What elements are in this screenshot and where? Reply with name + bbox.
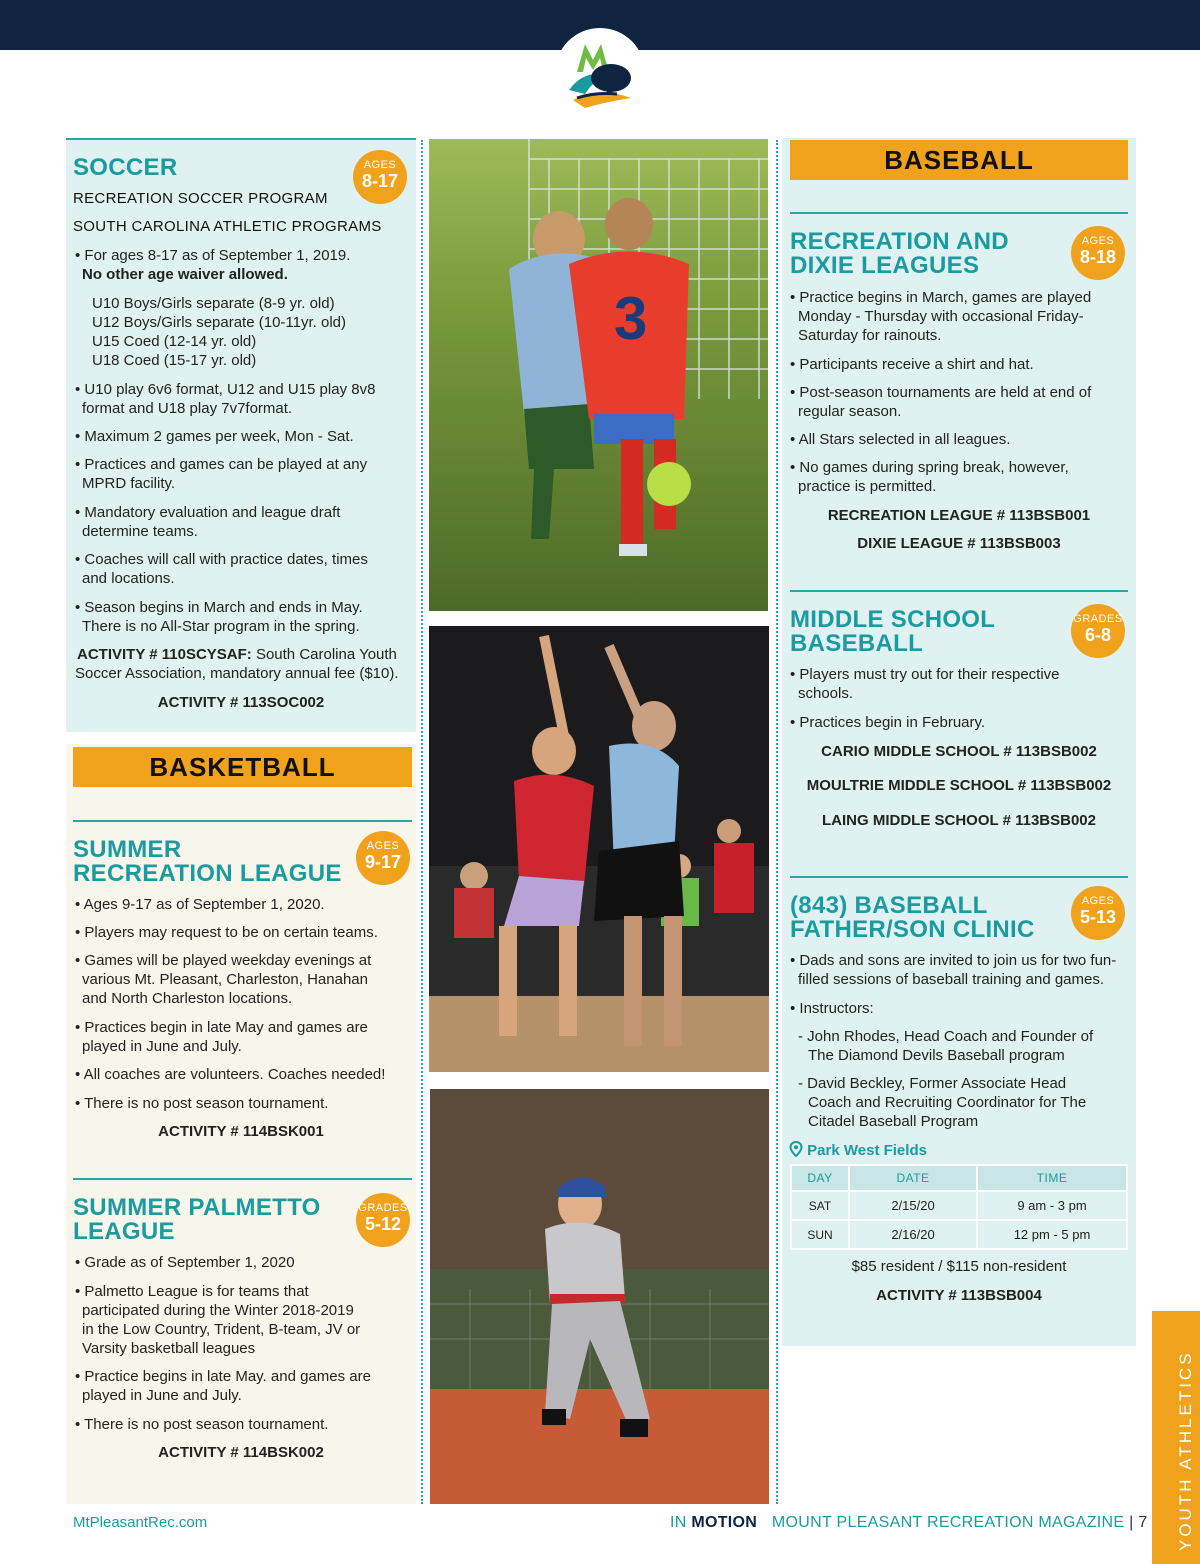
- soccer-subtitle-1: RECREATION SOCCER PROGRAM: [73, 190, 328, 207]
- table-cell: 9 am - 3 pm: [977, 1191, 1127, 1220]
- fee-text: $85 resident / $115 non-resident: [851, 1258, 1067, 1275]
- baseball-bullet: • No games during spring break, however,: [790, 459, 1069, 476]
- baseball-bullet: • All Stars selected in all leagues.: [790, 431, 1011, 448]
- basketball-bullet-cont: various Mt. Pleasant, Charleston, Hanahan: [82, 971, 368, 988]
- clinic-activity: ACTIVITY # 113BSB004: [876, 1287, 1042, 1304]
- column-separator: [776, 140, 778, 1504]
- clinic-title-2: FATHER/SON CLINIC: [790, 916, 1035, 943]
- baseball-bullet-cont: practice is permitted.: [798, 478, 937, 495]
- rec-dixie-title-2: DIXIE LEAGUES: [790, 252, 980, 279]
- soccer-bullet: • Practices and games can be played at any: [75, 456, 368, 473]
- footer-motion: MOTION: [691, 1514, 758, 1531]
- basketball-bullet: • Players may request to be on certain teams.: [75, 924, 378, 941]
- soccer-division: U12 Boys/Girls separate (10-11yr. old): [92, 314, 346, 331]
- footer-magazine-title: MOUNT PLEASANT RECREATION MAGAZINE: [771, 1514, 1125, 1531]
- column-header: DATE: [849, 1165, 977, 1191]
- clinic-title-1: (843) BASEBALL: [790, 892, 988, 919]
- soccer-bullet: • Coaches will call with practice dates, times: [75, 551, 368, 568]
- basketball-bullet: • Games will be played weekday evenings at: [75, 952, 372, 969]
- svg-text:3: 3: [614, 285, 648, 352]
- basketball-bullet: • Practice begins in late May. and games are: [75, 1368, 371, 1385]
- baseball-bullet: • Post-season tournaments are held at end of: [790, 384, 1092, 401]
- location-label: Park West Fields: [807, 1142, 927, 1159]
- palmetto-title-1: SUMMER PALMETTO: [73, 1194, 321, 1221]
- baseball-bullet-cont: filled sessions of baseball training and games.: [798, 971, 1105, 988]
- middle-school-title-2: BASEBALL: [790, 630, 924, 657]
- footer-in: IN: [670, 1514, 692, 1531]
- palmetto-title-2: LEAGUE: [73, 1218, 175, 1245]
- basketball-bullet: • Grade as of September 1, 2020: [75, 1254, 295, 1271]
- mprd-logo: [555, 28, 645, 118]
- soccer-bullet: • For ages 8-17 as of September 1, 2019.: [75, 247, 351, 264]
- footer-magazine: [670, 1514, 1148, 1532]
- baseball-bullet: • Players must try out for their respective: [790, 666, 1060, 683]
- soccer-photo: [429, 139, 768, 611]
- badge-value: 8-17: [361, 171, 399, 191]
- basketball-bullet-cont: played in June and July.: [82, 1038, 242, 1055]
- palmetto-grade-badge: [356, 1193, 410, 1247]
- soccer-bullet-cont: determine teams.: [82, 523, 198, 540]
- website-link[interactable]: MtPleasantRec.com: [73, 1514, 208, 1531]
- basketball-bullet-cont: Varsity basketball leagues: [82, 1340, 256, 1357]
- baseball-bullet: • Practice begins in March, games are played: [790, 289, 1092, 306]
- baseball-bullet-cont: regular season.: [798, 403, 902, 420]
- basketball-activity-1: ACTIVITY # 114BSK001: [158, 1123, 324, 1140]
- basketball-bullet: • Practices begin in late May and games are: [75, 1019, 368, 1036]
- instructor-line: Coach and Recruiting Coordinator for The: [808, 1094, 1087, 1111]
- soccer-title: SOCCER: [73, 154, 178, 181]
- baseball-bullet-cont: Monday - Thursday with occasional Friday-: [798, 308, 1084, 325]
- baseball-bar: BASEBALL: [790, 140, 1128, 180]
- rec-league-activity: RECREATION LEAGUE # 113BSB001: [827, 507, 1091, 524]
- soccer-bullet-cont: There is no All-Star program in the spring.: [82, 618, 360, 635]
- activity-code: ACTIVITY # 110SCYSAF:: [77, 646, 252, 663]
- rec-dixie-title-1: RECREATION AND: [790, 228, 1009, 255]
- basketball-bullet: • There is no post season tournament.: [75, 1095, 329, 1112]
- baseball-bullet: • Practices begin in February.: [790, 714, 986, 731]
- soccer-bullet-cont: and locations.: [82, 570, 175, 587]
- soccer-bullet: • Maximum 2 games per week, Mon - Sat.: [75, 428, 354, 445]
- divider: [73, 820, 412, 822]
- basketball-bullet-cont: and North Charleston locations.: [82, 990, 293, 1007]
- divider: [790, 590, 1128, 592]
- basketball-photo: [429, 626, 769, 1072]
- soccer-division: U10 Boys/Girls separate (8-9 yr. old): [92, 295, 335, 312]
- basketball-bar: BASKETBALL: [73, 747, 412, 787]
- badge-label: AGES: [1081, 235, 1115, 247]
- column-separator: [421, 140, 423, 1504]
- soccer-activity-1: [77, 645, 397, 664]
- basketball-bullet-cont: in the Low Country, Trident, B-team, JV or: [82, 1321, 361, 1338]
- soccer-subtitle-2: SOUTH CAROLINA ATHLETIC PROGRAMS: [73, 218, 382, 235]
- table-row: [791, 1191, 1127, 1220]
- table-cell: 2/15/20: [849, 1191, 977, 1220]
- summer-rec-title-2: RECREATION LEAGUE: [73, 860, 342, 887]
- basketball-bullet: • Palmetto League is for teams that: [75, 1283, 309, 1300]
- middle-school-title-1: MIDDLE SCHOOL: [790, 606, 996, 633]
- cario-activity: CARIO MIDDLE SCHOOL # 113BSB002: [821, 743, 1097, 760]
- table-cell: 2/16/20: [849, 1220, 977, 1249]
- instructor-line: Citadel Baseball Program: [808, 1113, 979, 1130]
- soccer-bullet-bold: No other age waiver allowed.: [82, 266, 288, 283]
- soccer-age-badge: [353, 150, 407, 204]
- badge-label: AGES: [366, 840, 400, 852]
- basketball-bullet-cont: participated during the Winter 2018-2019: [82, 1302, 354, 1319]
- section-side-tab: [1152, 1311, 1200, 1564]
- laing-activity: LAING MIDDLE SCHOOL # 113BSB002: [822, 812, 1096, 829]
- page-number: 7: [1138, 1514, 1148, 1531]
- badge-label: GRADES: [358, 1202, 408, 1214]
- baseball-bullet-cont: schools.: [798, 685, 854, 702]
- table-header-row: [791, 1165, 1127, 1191]
- basketball-bullet: • There is no post season tournament.: [75, 1416, 329, 1433]
- basketball-activity-2: ACTIVITY # 114BSK002: [158, 1444, 324, 1461]
- soccer-bullet: • Season begins in March and ends in May.: [75, 599, 363, 616]
- badge-value: 5-12: [364, 1214, 402, 1234]
- instructor-line: The Diamond Devils Baseball program: [808, 1047, 1065, 1064]
- footer-separator: |: [1124, 1514, 1139, 1531]
- summer-rec-age-badge: [356, 831, 410, 885]
- summer-rec-title-1: SUMMER: [73, 836, 182, 863]
- divider: [790, 876, 1128, 878]
- badge-value: 5-13: [1079, 907, 1117, 927]
- soccer-activity-2: ACTIVITY # 113SOC002: [157, 694, 325, 711]
- soccer-division: U18 Coed (15-17 yr. old): [92, 352, 257, 369]
- badge-label: GRADES: [1073, 613, 1123, 625]
- column-header: DAY: [791, 1165, 849, 1191]
- instructor-line: - John Rhodes, Head Coach and Founder of: [798, 1028, 1094, 1045]
- badge-label: AGES: [1081, 895, 1115, 907]
- table-cell: 12 pm - 5 pm: [977, 1220, 1127, 1249]
- soccer-bullet: • Mandatory evaluation and league draft: [75, 504, 341, 521]
- instructor-line: - David Beckley, Former Associate Head: [798, 1075, 1067, 1092]
- soccer-bullet-cont: format and U18 play 7v7format.: [82, 400, 293, 417]
- table-row: [791, 1220, 1127, 1249]
- divider: [790, 212, 1128, 214]
- baseball-bullet: • Instructors:: [790, 1000, 874, 1017]
- table-cell: SUN: [791, 1220, 849, 1249]
- map-pin-icon: [789, 1141, 803, 1157]
- badge-value: 8-18: [1079, 247, 1117, 267]
- section-label: YOUTH ATHLETICS: [1176, 1350, 1195, 1551]
- soccer-division: U15 Coed (12-14 yr. old): [92, 333, 257, 350]
- moultrie-activity: MOULTRIE MIDDLE SCHOOL # 113BSB002: [806, 777, 1112, 794]
- dixie-league-activity: DIXIE LEAGUE # 113BSB003: [857, 535, 1061, 552]
- middle-school-grade-badge: [1071, 604, 1125, 658]
- soccer-activity-1-cont: Soccer Association, mandatory annual fee ($10).: [75, 665, 399, 682]
- baseball-photo: [430, 1089, 769, 1504]
- badge-value: 9-17: [364, 852, 402, 872]
- badge-label: AGES: [363, 159, 397, 171]
- schedule-table: [790, 1164, 1128, 1250]
- baseball-bullet-cont: Saturday for rainouts.: [798, 327, 942, 344]
- table-cell: SAT: [791, 1191, 849, 1220]
- location-row: [789, 1141, 927, 1159]
- basketball-bullet-cont: played in June and July.: [82, 1387, 242, 1404]
- badge-value: 6-8: [1084, 625, 1111, 645]
- soccer-bullet-cont: MPRD facility.: [82, 475, 176, 492]
- divider: [73, 1178, 412, 1180]
- activity-desc: South Carolina Youth: [251, 646, 397, 663]
- column-header: TIME: [977, 1165, 1127, 1191]
- rec-dixie-age-badge: [1071, 226, 1125, 280]
- baseball-bullet: • Participants receive a shirt and hat.: [790, 356, 1034, 373]
- clinic-age-badge: [1071, 886, 1125, 940]
- basketball-bullet: • Ages 9-17 as of September 1, 2020.: [75, 896, 325, 913]
- soccer-bullet: • U10 play 6v6 format, U12 and U15 play 8v8: [75, 381, 376, 398]
- baseball-bullet: • Dads and sons are invited to join us for two fun-: [790, 952, 1117, 969]
- basketball-bullet: • All coaches are volunteers. Coaches needed!: [75, 1066, 386, 1083]
